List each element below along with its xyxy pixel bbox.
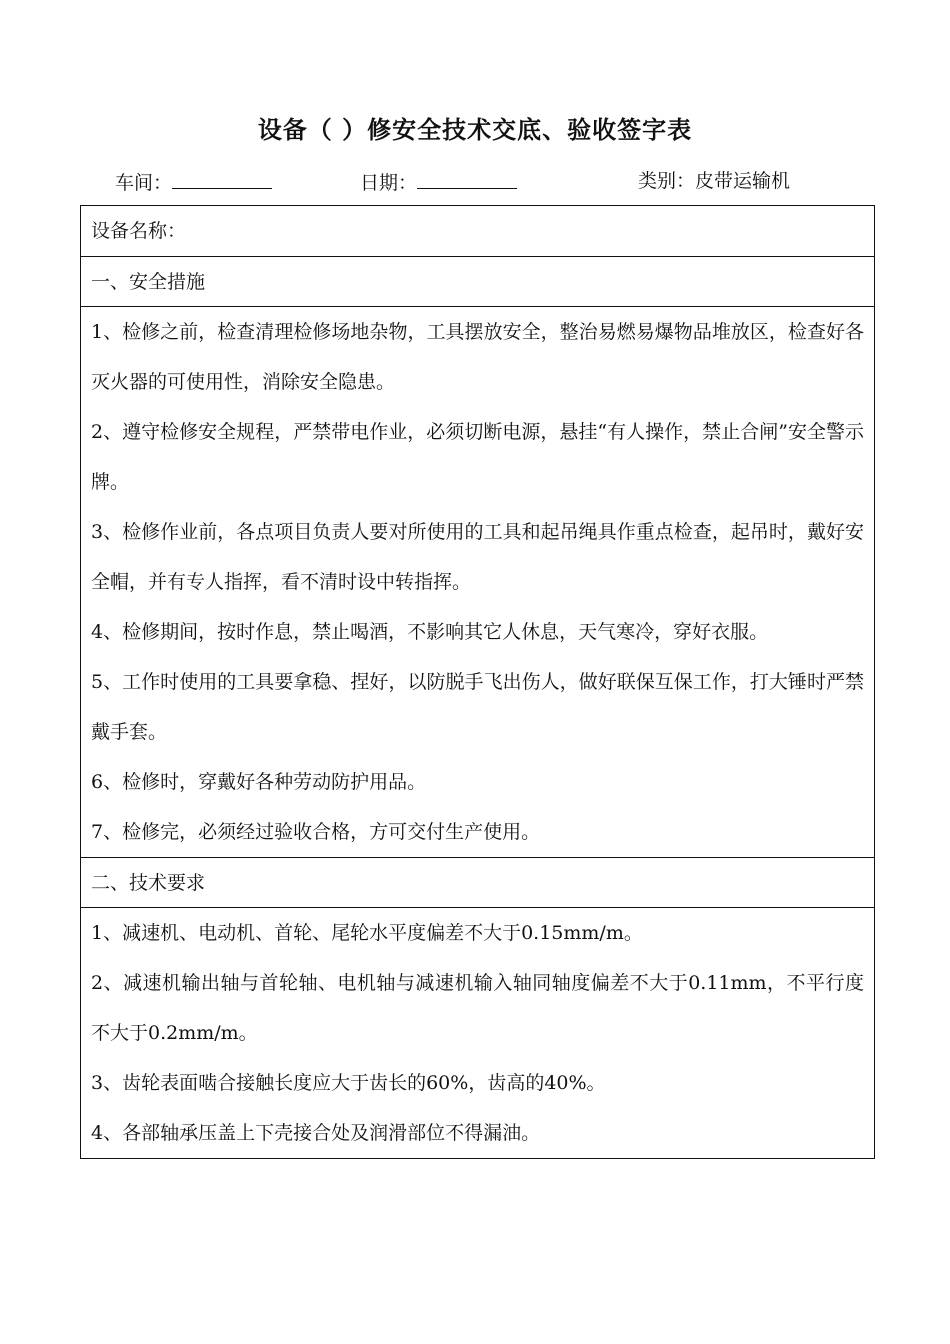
workshop-field — [115, 166, 272, 198]
category-label: 类别： — [638, 170, 696, 192]
safety-heading: 一、安全措施 — [91, 271, 206, 293]
safety-item: 4、检修期间，按时作息，禁止喝酒，不影响其它人休息，天气寒冷，穿好衣服。 — [91, 621, 769, 643]
safety-heading-row — [81, 256, 874, 306]
category-field — [638, 166, 790, 196]
tech-item: 4、各部轴承压盖上下壳接合处及润滑部位不得漏油。 — [91, 1122, 541, 1144]
equipment-name-row — [81, 206, 874, 256]
workshop-blank — [172, 166, 272, 189]
equipment-name-label: 设备名称： — [91, 220, 187, 242]
safety-items-cell — [81, 306, 874, 857]
workshop-label: 车间： — [115, 172, 173, 194]
date-blank — [417, 166, 517, 189]
safety-item: 6、检修时，穿戴好各种劳动防护用品。 — [91, 771, 427, 793]
tech-item: 3、齿轮表面啮合接触长度应大于齿长的60%，齿高的40%。 — [91, 1072, 606, 1094]
document-title: 设备（ ）修安全技术交底、验收签字表 — [257, 115, 693, 144]
date-label: 日期： — [360, 172, 418, 194]
safety-item: 1、检修之前，检查清理检修场地杂物，工具摆放安全，整治易燃易爆物品堆放区，检查好各灭火器的可使用性，消除安全隐患。 — [91, 321, 864, 393]
tech-items-cell — [81, 907, 874, 1158]
tech-item: 2、减速机输出轴与首轮轴、电机轴与减速机输入轴同轴度偏差不大于0.11mm，不平行度不大于0.2mm/m。 — [91, 972, 864, 1044]
safety-item: 3、检修作业前，各点项目负责人要对所使用的工具和起吊绳具作重点检查，起吊时，戴好安全帽，并有专人指挥，看不清时设中转指挥。 — [91, 521, 864, 593]
header-fields — [0, 166, 950, 196]
tech-heading-row — [81, 857, 874, 907]
safety-item: 2、遵守检修安全规程，严禁带电作业，必须切断电源，悬挂“有人操作，禁止合闸”安全警示牌。 — [91, 421, 864, 493]
category-value: 皮带运输机 — [695, 170, 791, 192]
tech-item: 1、减速机、电动机、首轮、尾轮水平度偏差不大于0.15mm/m。 — [91, 922, 643, 944]
safety-item: 7、检修完，必须经过验收合格，方可交付生产使用。 — [91, 821, 541, 843]
sign-off-form — [80, 205, 875, 1159]
safety-item: 5、工作时使用的工具要拿稳、捏好，以防脱手飞出伤人，做好联保互保工作，打大锤时严禁戴手套。 — [91, 671, 864, 743]
date-field — [360, 166, 517, 198]
tech-heading: 二、技术要求 — [91, 872, 206, 894]
